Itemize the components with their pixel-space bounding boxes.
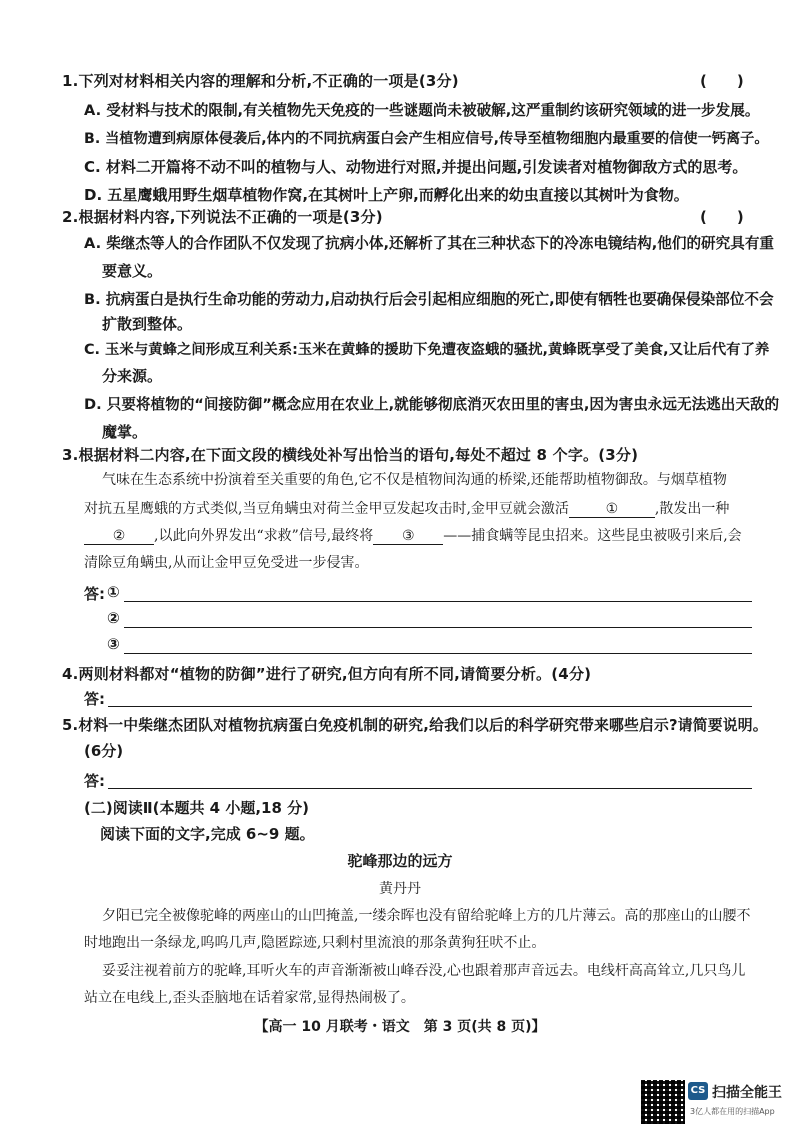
q3-stem: 3.根据材料二内容,在下面文段的横线处补写出恰当的语句,每处不超过 8 个字。(3分)	[62, 446, 639, 464]
q2-option-c-line2: 分来源。	[102, 367, 163, 385]
q2-answer-paren: ( )	[700, 208, 744, 226]
q3-passage-line1: 气味在生态系统中扮演着至关重要的角色,它不仅是植物间沟通的桥梁,还能帮助植物御敌。与烟草植物	[102, 472, 727, 488]
camscanner-logo-icon: CS	[688, 1082, 708, 1100]
q3-answer-line-3[interactable]	[124, 653, 752, 654]
q5-stem: 5.材料一中柴继杰团队对植物抗病蛋白免疫机制的研究,给我们以后的科学研究带来哪些启示?请简要说明。	[62, 717, 768, 734]
section2-heading: (二)阅读Ⅱ(本题共 4 小题,18 分)	[84, 799, 309, 817]
article-para1-line1: 夕阳已完全被像驼峰的两座山的山凹掩盖,一缕余晖也没有留给驼峰上方的几片薄云。高的那座山的山腰不	[102, 908, 751, 924]
q3-answer-line-2[interactable]	[124, 627, 752, 628]
q1-answer-paren: ( )	[700, 72, 744, 90]
q3-passage-line3	[84, 525, 742, 545]
q3-answer-line-1[interactable]	[124, 601, 752, 602]
article-para2-line2: 站立在电线上,歪头歪脑地在话着家常,显得热闹极了。	[84, 990, 415, 1006]
q3-blank-1-label: ①	[605, 501, 619, 517]
q3-blank-3-label: ③	[401, 528, 415, 544]
q3-passage-line3-a: ,以此向外界发出“求救”信号,最终将	[154, 528, 374, 544]
q2-stem: 2.根据材料内容,下列说法不正确的一项是(3分)	[62, 208, 383, 226]
watermark-brand: 扫描全能王	[712, 1085, 782, 1101]
q3-passage-line4: 清除豆角螨虫,从而让金甲豆免受进一步侵害。	[84, 555, 369, 571]
q2-option-d-line1: D. 只要将植物的“间接防御”概念应用在农业上,就能够彻底消灭农田里的害虫,因为害虫永远无法逃出天敌的	[84, 396, 780, 413]
q2-option-a-line1: A. 柴继杰等人的合作团队不仅发现了抗病小体,还解析了其在三种状态下的冷冻电镜结构,他们的研究具有重	[84, 235, 775, 252]
q5-score: (6分)	[84, 742, 124, 760]
q5-answer-line[interactable]	[108, 788, 752, 789]
q3-blank-3[interactable]	[373, 528, 443, 545]
q3-blank-1[interactable]	[569, 501, 655, 518]
article-para2-line1: 妥妥注视着前方的驼峰,耳听火车的声音渐渐被山峰吞没,心也跟着那声音远去。电线杆高高耸立,几只鸟儿	[102, 963, 746, 979]
article-para1-line2: 时地跑出一条绿龙,呜呜几声,隐匿踪迹,只剩村里流浪的那条黄狗狂吠不止。	[84, 935, 546, 951]
page-footer: 【高一 10 月联考・语文 第 3 页(共 8 页)】	[254, 1019, 546, 1035]
q4-answer-label: 答:	[84, 690, 105, 708]
q3-answer-label: 答:	[84, 585, 105, 603]
q5-answer-label: 答:	[84, 772, 105, 790]
q2-option-a-line2: 要意义。	[102, 262, 163, 280]
q3-passage-line2	[84, 498, 729, 518]
q3-answer-num-3: ③	[107, 635, 120, 653]
qr-code-icon	[641, 1080, 685, 1124]
q1-option-d: D. 五星鹰蛾用野生烟草植物作窝,在其树叶上产卵,而孵化出来的幼虫直接以其树叶为食物。	[84, 186, 689, 204]
q1-option-b: B. 当植物遭到病原体侵袭后,体内的不同抗病蛋白会产生相应信号,传导至植物细胞内最重要的信使一钙离子。	[84, 131, 769, 147]
q1-stem: 1.下列对材料相关内容的理解和分析,不正确的一项是(3分)	[62, 72, 459, 90]
q3-blank-2[interactable]	[84, 528, 154, 545]
article-author: 黄丹丹	[379, 881, 421, 897]
q2-option-c-line1: C. 玉米与黄蜂之间形成互利关系:玉米在黄蜂的援助下免遭夜盗蛾的骚扰,黄蜂既享受了美食,又让后代有了养	[84, 342, 770, 358]
q1-option-c: C. 材料二开篇将不动不叫的植物与人、动物进行对照,并提出问题,引发读者对植物御敌方式的思考。	[84, 158, 748, 176]
q2-option-d-line2: 魔掌。	[102, 423, 148, 441]
q3-answer-num-2: ②	[107, 609, 120, 627]
q3-answer-num-1: ①	[107, 583, 120, 601]
q1-option-a: A. 受材料与技术的限制,有关植物先天免疫的一些谜题尚未被破解,这严重制约该研究领域的进一步发展。	[84, 102, 760, 119]
section2-instruction: 阅读下面的文字,完成 6~9 题。	[100, 825, 315, 843]
q2-option-b-line2: 扩散到整体。	[102, 315, 193, 333]
q4-answer-line[interactable]	[108, 706, 752, 707]
q2-option-b-line1: B. 抗病蛋白是执行生命功能的劳动力,启动执行后会引起相应细胞的死亡,即使有牺牲也要确保侵染部位不会	[84, 291, 774, 308]
article-title: 驼峰那边的远方	[347, 852, 453, 870]
q3-passage-line2-b: ,散发出一种	[654, 501, 730, 517]
watermark-subtitle: 3亿人都在用的扫描App	[690, 1107, 775, 1116]
q3-blank-2-label: ②	[112, 528, 126, 544]
q4-stem: 4.两则材料都对“植物的防御”进行了研究,但方向有所不同,请简要分析。(4分)	[62, 665, 592, 683]
q3-passage-line2-a: 对抗五星鹰蛾的方式类似,当豆角螨虫对荷兰金甲豆发起攻击时,金甲豆就会激活	[84, 501, 569, 517]
q3-passage-line3-b: ——捕食螨等昆虫招来。这些昆虫被吸引来后,会	[443, 528, 742, 544]
